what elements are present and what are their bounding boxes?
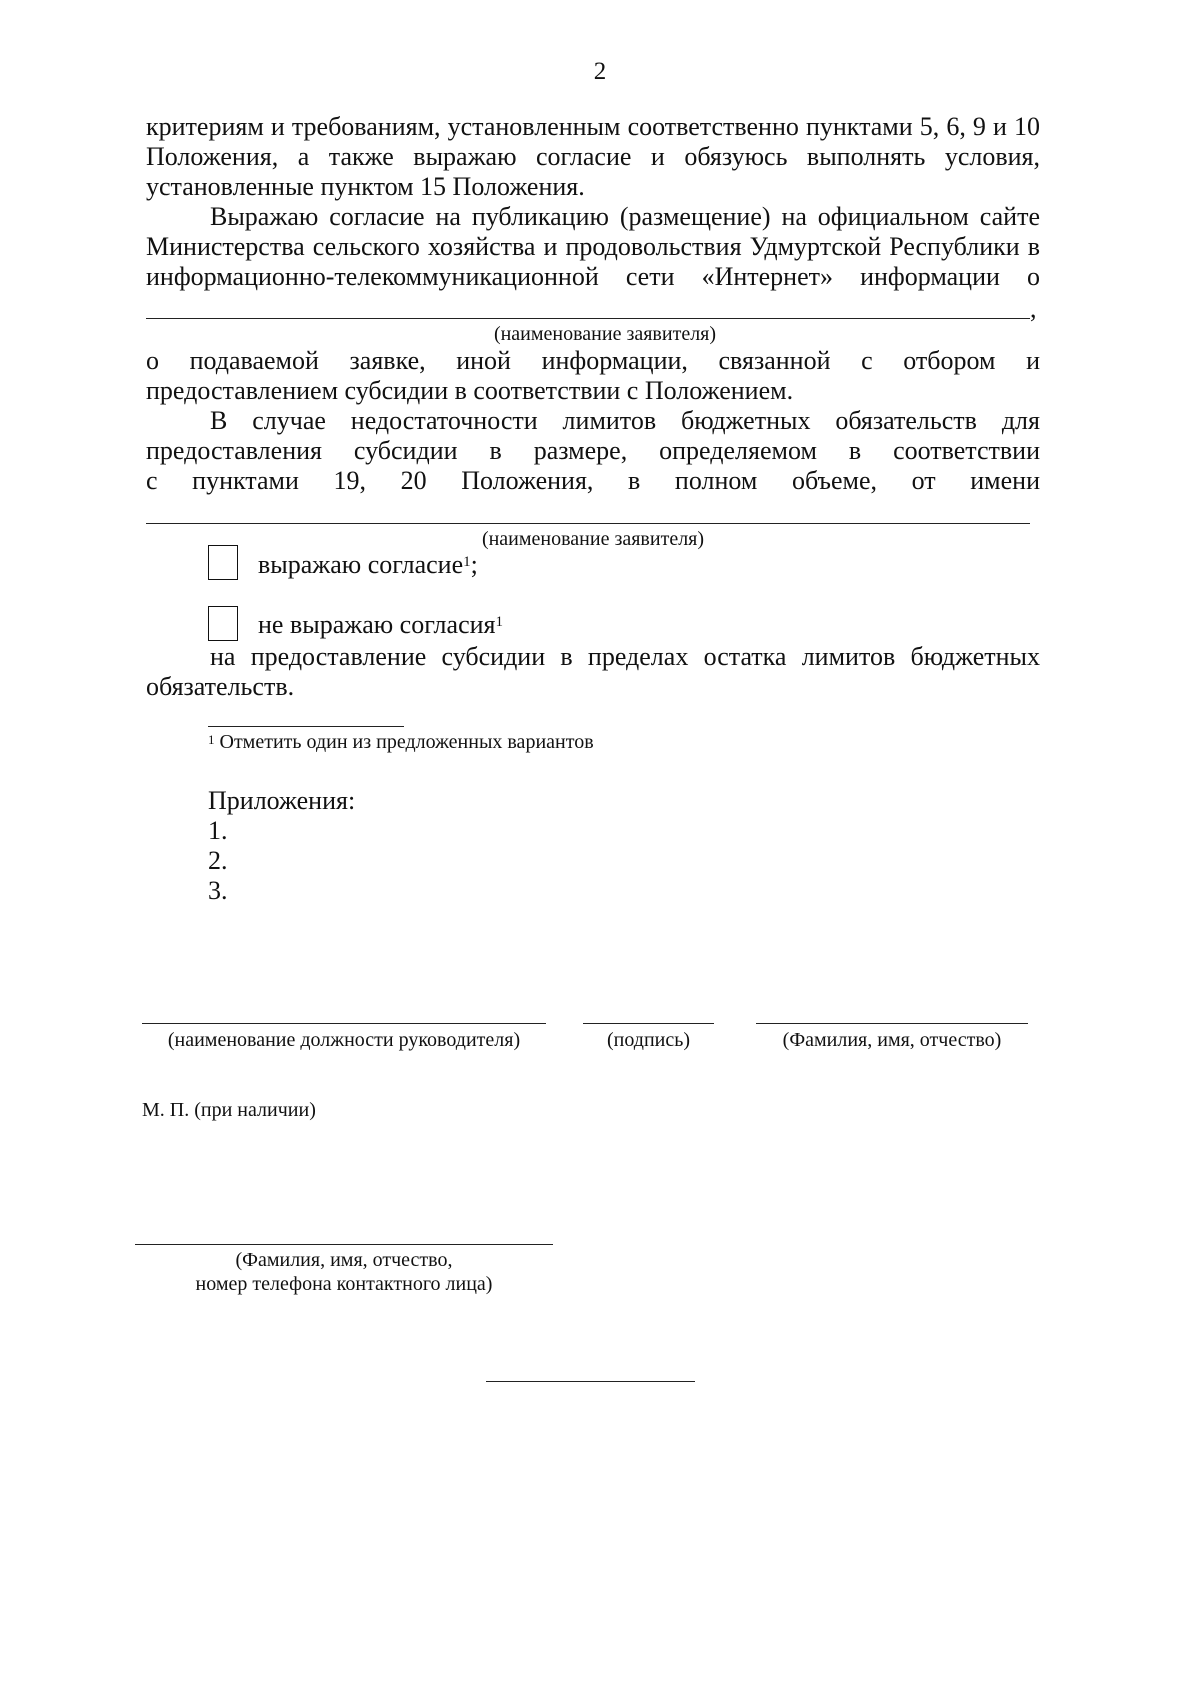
attachment-item-3: 3. bbox=[208, 876, 228, 905]
paragraph2-line3: информационно-телекоммуникационной сети «Интернет» информации о bbox=[146, 262, 1040, 291]
applicant-name-caption: (наименование заявителя) bbox=[493, 323, 717, 345]
applicant-name-blank-line bbox=[146, 318, 1030, 319]
position-blank-line bbox=[142, 1023, 546, 1024]
paragraph3-line2: предоставления субсидии в размере, определяемом в соответствии bbox=[146, 436, 1040, 465]
disagree-checkbox[interactable] bbox=[208, 606, 238, 641]
paragraph2-line1: Выражаю согласие на публикацию (размещение) на официальном сайте bbox=[210, 202, 1040, 231]
contact-blank-line bbox=[135, 1244, 553, 1245]
stamp-label: М. П. (при наличии) bbox=[142, 1099, 316, 1121]
disagree-option-label: не выражаю согласия$^1$ bbox=[258, 610, 503, 639]
attachment-item-2: 2. bbox=[208, 846, 228, 875]
signature-caption: (подпись) bbox=[606, 1029, 691, 1051]
paragraph1-line3: установленные пунктом 15 Положения. bbox=[146, 172, 585, 201]
footnote: $^1$ Отметить один из предложенных вариантов bbox=[208, 731, 594, 753]
paragraph1-line1: критериям и требованиям, установленным соответственно пунктами 5, 6, 9 и 10 bbox=[146, 112, 1040, 141]
paragraph4-line2: обязательств. bbox=[146, 672, 295, 701]
paragraph2-line4: о подаваемой заявке, иной информации, связанной с отбором и bbox=[146, 346, 1040, 375]
agree-footnote-mark: 1 bbox=[463, 554, 471, 570]
attachment-item-1: 1. bbox=[208, 816, 228, 845]
footnote-mark: 1 bbox=[208, 732, 215, 747]
full-name-caption: (Фамилия, имя, отчество) bbox=[782, 1029, 1002, 1051]
paragraph3-line3: с пунктами 19, 20 Положения, в полном объеме, от имени bbox=[146, 466, 1040, 495]
disagree-footnote-mark: 1 bbox=[495, 614, 503, 630]
signature-blank-line bbox=[583, 1023, 714, 1024]
contact-caption-line2: номер телефона контактного лица) bbox=[195, 1273, 493, 1295]
agree-checkbox[interactable] bbox=[208, 545, 238, 580]
blank-suffix-comma: , bbox=[1030, 294, 1037, 323]
footnote-separator bbox=[208, 726, 404, 727]
paragraph2-line2: Министерства сельского хозяйства и продовольствия Удмуртской Республики в bbox=[146, 232, 1040, 261]
contact-caption-line1: (Фамилия, имя, отчество, bbox=[235, 1249, 453, 1271]
applicant-name-caption-2: (наименование заявителя) bbox=[481, 528, 705, 550]
paragraph1-line2: Положения, а также выражаю согласие и обязуюсь выполнять условия, bbox=[146, 142, 1040, 171]
paragraph4-line1: на предоставление субсидии в пределах остатка лимитов бюджетных bbox=[210, 642, 1040, 671]
position-caption: (наименование должности руководителя) bbox=[167, 1029, 521, 1051]
applicant-name-blank-line-2 bbox=[146, 523, 1030, 524]
end-separator bbox=[486, 1381, 695, 1382]
agree-option-label: выражаю согласие$^1$; bbox=[258, 550, 478, 579]
paragraph3-line1: В случае недостаточности лимитов бюджетных обязательств для bbox=[210, 406, 1040, 435]
paragraph2-line5: предоставлением субсидии в соответствии с Положением. bbox=[146, 376, 794, 405]
page-number: 2 bbox=[593, 58, 607, 85]
full-name-blank-line bbox=[756, 1023, 1028, 1024]
attachments-title: Приложения: bbox=[208, 786, 356, 815]
